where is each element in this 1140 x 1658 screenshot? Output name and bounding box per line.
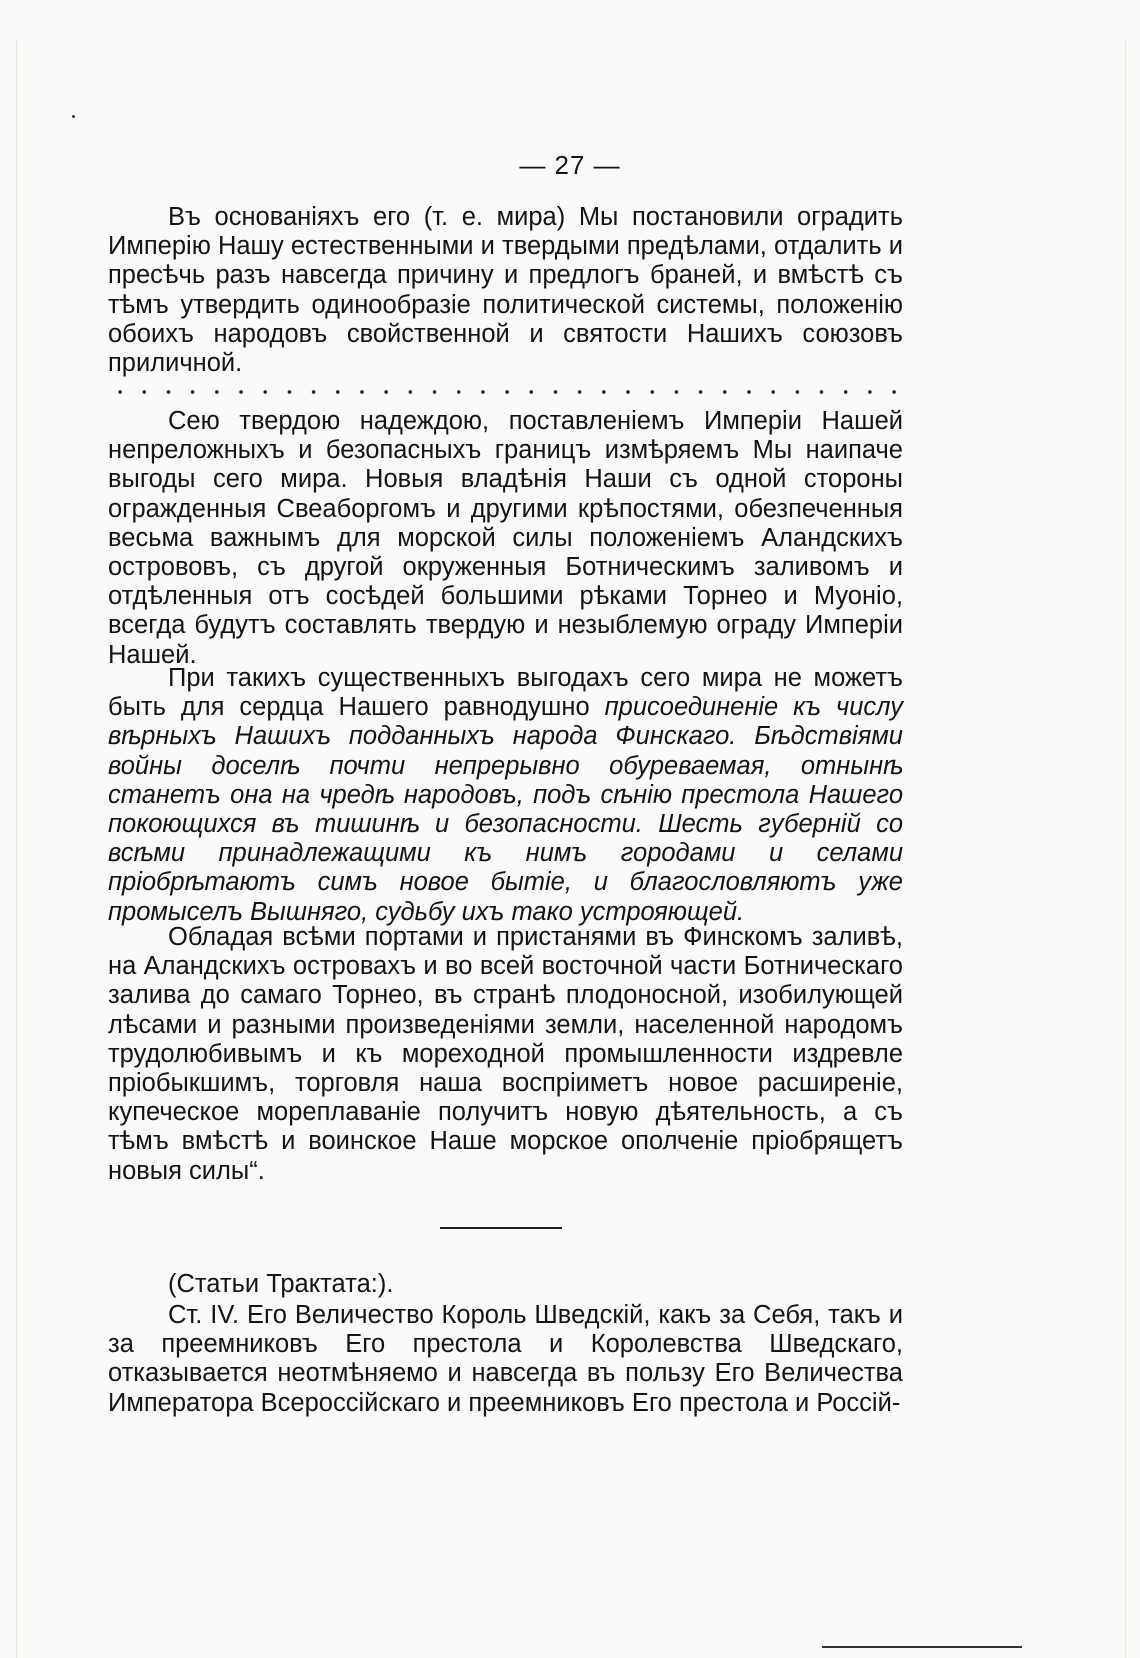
paragraph-1-text: Въ основаніяхъ его (т. е. мира) Мы постановили оградить Имперію Нашу естественными и твердыми предѣлами, отдалить и пресѣчь разъ навсегда причину и предлогъ браней, и вмѣстѣ съ тѣмъ утвердить одинообразіе политической системы, положенію обоихъ народовъ свойственной и святости Нашихъ союзовъ приличной.	[108, 203, 903, 378]
paragraph-4-text: Обладая всѣми портами и пристанями въ Финскомъ заливѣ, на Аландскихъ островахъ и во всей восточной части Ботническаго залива до самаго Торнео, въ странѣ плодоносной, изобилующей лѣсами и разными произведеніями земли, населенной народомъ трудолюбивымъ и къ мореходной промышленности издревле пріобыкшимъ, торговля наша воспріиметъ новое расширеніе, купеческое мореплаваніе получитъ новую дѣятельность, а съ тѣмъ вмѣстѣ и воинское Наше морское ополченіе пріобрящетъ новыя силы“.	[108, 923, 903, 1185]
paragraph-6	[108, 1301, 903, 1418]
page-edge-left	[16, 40, 17, 1658]
paragraph-3-text	[108, 664, 903, 927]
dotted-separator	[108, 388, 903, 396]
paragraph-1	[108, 203, 903, 378]
paragraph-3-italic: присоединеніе къ числу вѣрныхъ Нашихъ подданныхъ народа Финскаго. Бѣдствіями войны доселѣ почти непрерывно обуреваемая, отнынѣ станетъ она на чредѣ народовъ, подъ сѣнію престола Нашего покоющихся въ тишинѣ и безопасности. Шесть губерній со всѣми принадлежащими къ нимъ городами и селами пріобрѣтаютъ симъ новое бытіе, и благословляютъ уже промыселъ Вышняго, судьбу ихъ тако устрояющей.	[108, 693, 903, 926]
paragraph-2	[108, 407, 903, 670]
bottom-rule	[822, 1646, 1022, 1648]
section-divider	[440, 1227, 562, 1229]
page-number: — 27 —	[519, 150, 621, 180]
treaty-articles-heading: (Статьи Трактата:).	[168, 1270, 394, 1298]
paragraph-2-text: Сею твердою надеждою, поставленіемъ Имперіи Нашей непреложныхъ и безопасныхъ границъ измѣряемъ Мы наипаче выгоды сего мира. Новыя владѣнія Наши съ одной стороны огражденныя Свеаборгомъ и другими крѣпостями, обезпеченныя весьма важнымъ для морской силы положеніемъ Аландскихъ острововъ, съ другой окруженныя Ботническимъ заливомъ и отдѣленныя отъ сосѣдей большими рѣками Торнео и Муоніо, всегда будутъ составлять твердую и незыблемую ограду Имперіи Нашей.	[108, 407, 903, 669]
paragraph-5	[108, 1270, 903, 1299]
scan-speck	[72, 115, 75, 118]
page-edge-right	[1125, 40, 1126, 1658]
paragraph-3-regular: При такихъ существенныхъ выгодахъ сего мира не можетъ быть для сердца Нашего равнодушно	[108, 664, 903, 722]
paragraph-3	[108, 664, 903, 927]
article-iv-text: Ст. IV. Его Величество Король Шведскій, какъ за Себя, такъ и за преемниковъ Его престола и Королевства Шведскаго, отказывается неотмѣняемо и навсегда въ пользу Его Величества Императора Всероссійскаго и преемниковъ Его престола и Россій-	[108, 1301, 903, 1417]
paragraph-4	[108, 923, 903, 1186]
